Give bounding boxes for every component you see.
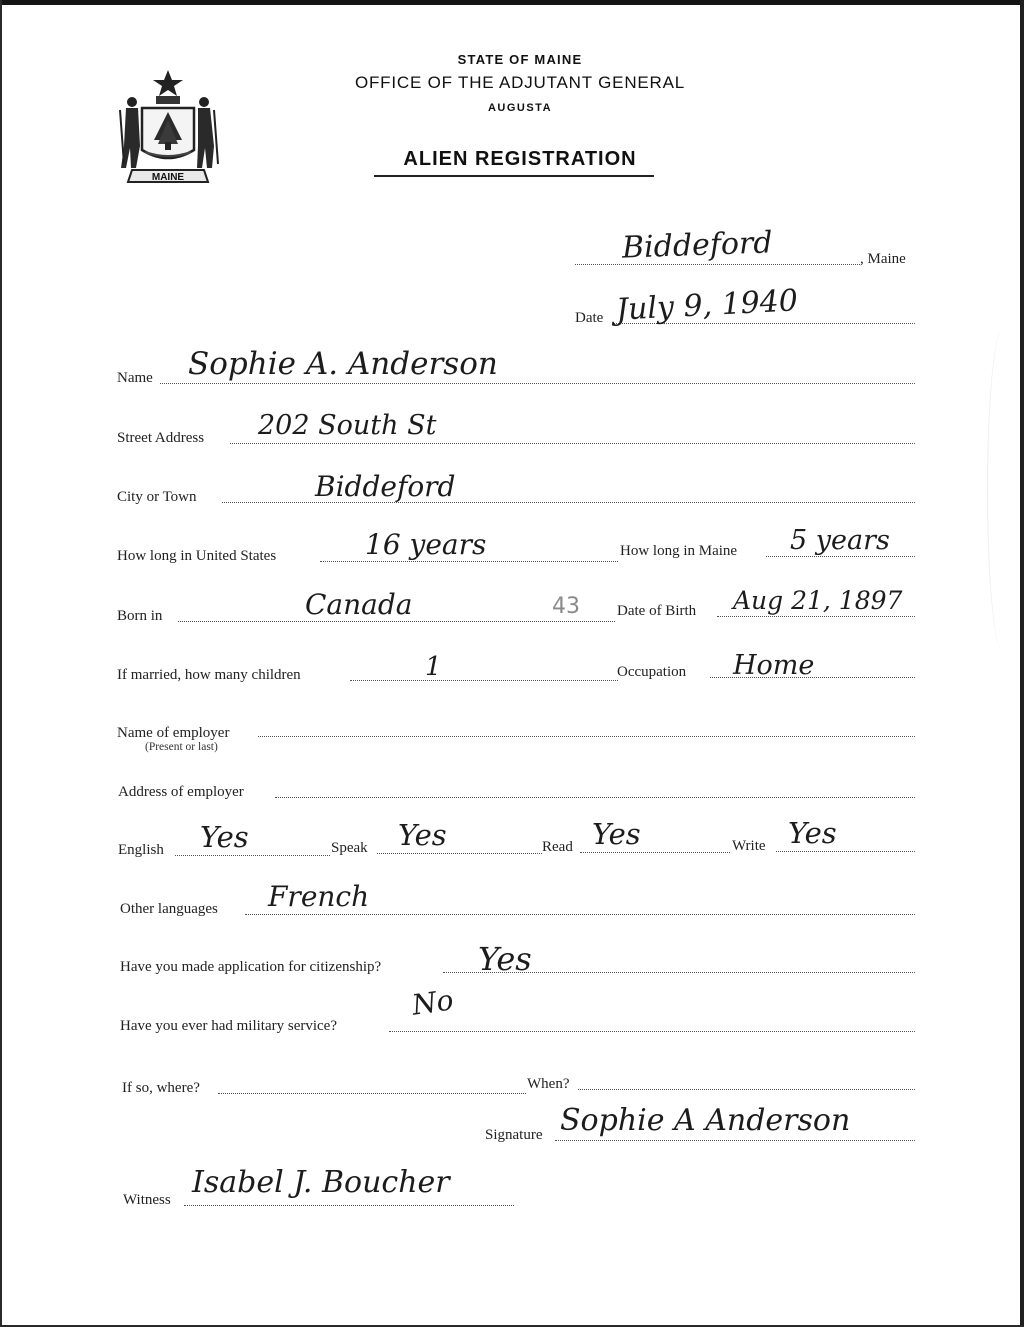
date-entry: July 9, 1940 (615, 283, 799, 328)
form-title: ALIEN REGISTRATION (403, 148, 637, 170)
how-long-maine-label: How long in Maine (620, 543, 738, 559)
children-entry: 1 (425, 652, 442, 682)
header-state: STATE OF MAINE (457, 52, 583, 67)
place-entry: Biddeford (621, 225, 774, 266)
age-note: 43 (552, 594, 580, 619)
scan-border-top (0, 0, 1024, 5)
name-entry: Sophie A. Anderson (188, 346, 498, 382)
where-line (218, 1093, 526, 1094)
speak-entry: Yes (398, 818, 447, 852)
when-label: When? (527, 1076, 570, 1092)
children-label: If married, how many children (117, 667, 301, 683)
employer-line (258, 736, 915, 737)
read-label: Read (542, 839, 573, 855)
children-line (350, 680, 618, 681)
dob-entry: Aug 21, 1897 (733, 586, 903, 615)
citizenship-entry: Yes (478, 940, 532, 978)
speak-label: Speak (331, 840, 368, 856)
speak-line (377, 853, 542, 854)
witness-entry: Isabel J. Boucher (192, 1165, 450, 1200)
employer-sub-label: (Present or last) (145, 741, 218, 753)
date-label: Date (575, 310, 604, 326)
name-label: Name (117, 370, 153, 386)
state-seal-icon (112, 68, 224, 188)
how-long-maine-entry: 5 years (790, 525, 890, 556)
city-label: City or Town (117, 489, 197, 505)
header-city: AUGUSTA (487, 102, 553, 114)
read-entry: Yes (592, 817, 641, 851)
born-in-label: Born in (117, 608, 163, 624)
svg-text:MAINE: MAINE (151, 172, 185, 183)
how-long-us-entry: 16 years (365, 528, 487, 561)
read-line (580, 852, 730, 853)
place-line (575, 264, 860, 265)
when-line (578, 1089, 915, 1090)
born-in-line (178, 621, 615, 622)
place-suffix: , Maine (860, 251, 906, 267)
other-languages-label: Other languages (120, 901, 218, 917)
how-long-maine-line (766, 556, 915, 557)
write-label: Write (732, 838, 766, 854)
employer-address-label: Address of employer (118, 784, 244, 800)
signature-label: Signature (485, 1127, 543, 1143)
street-entry: 202 South St (258, 410, 437, 441)
title-underline (374, 175, 654, 177)
citizenship-label: Have you made application for citizenship? (120, 959, 382, 975)
military-label: Have you ever had military service? (120, 1018, 337, 1034)
street-label: Street Address (117, 430, 205, 446)
how-long-us-line (320, 561, 618, 562)
where-label: If so, where? (122, 1080, 200, 1096)
occupation-entry: Home (733, 650, 815, 681)
military-entry: No (409, 983, 456, 1022)
military-line (389, 1031, 915, 1032)
signature-line (555, 1140, 915, 1141)
signature-entry: Sophie A Anderson (560, 1103, 851, 1138)
header-office: OFFICE OF THE ADJUTANT GENERAL (354, 73, 686, 92)
employer-label: Name of employer (117, 725, 230, 741)
witness-label: Witness (123, 1192, 171, 1208)
name-line (160, 383, 915, 384)
english-line (175, 855, 330, 856)
city-entry: Biddeford (315, 470, 456, 503)
scan-border-right (1020, 0, 1024, 1327)
how-long-us-label: How long in United States (117, 548, 277, 564)
dob-line (717, 616, 915, 617)
english-label: English (118, 842, 164, 858)
paper-scuff (987, 330, 1018, 650)
english-entry: Yes (200, 820, 249, 854)
employer-address-line (275, 797, 915, 798)
dob-label: Date of Birth (617, 603, 697, 619)
write-entry: Yes (788, 816, 837, 850)
witness-line (184, 1205, 514, 1206)
born-in-entry: Canada (305, 588, 413, 621)
write-line (776, 851, 915, 852)
other-languages-entry: French (268, 880, 370, 913)
street-line (230, 443, 915, 444)
occupation-label: Occupation (617, 664, 687, 680)
other-languages-line (245, 914, 915, 915)
scan-border-left (0, 0, 2, 1327)
